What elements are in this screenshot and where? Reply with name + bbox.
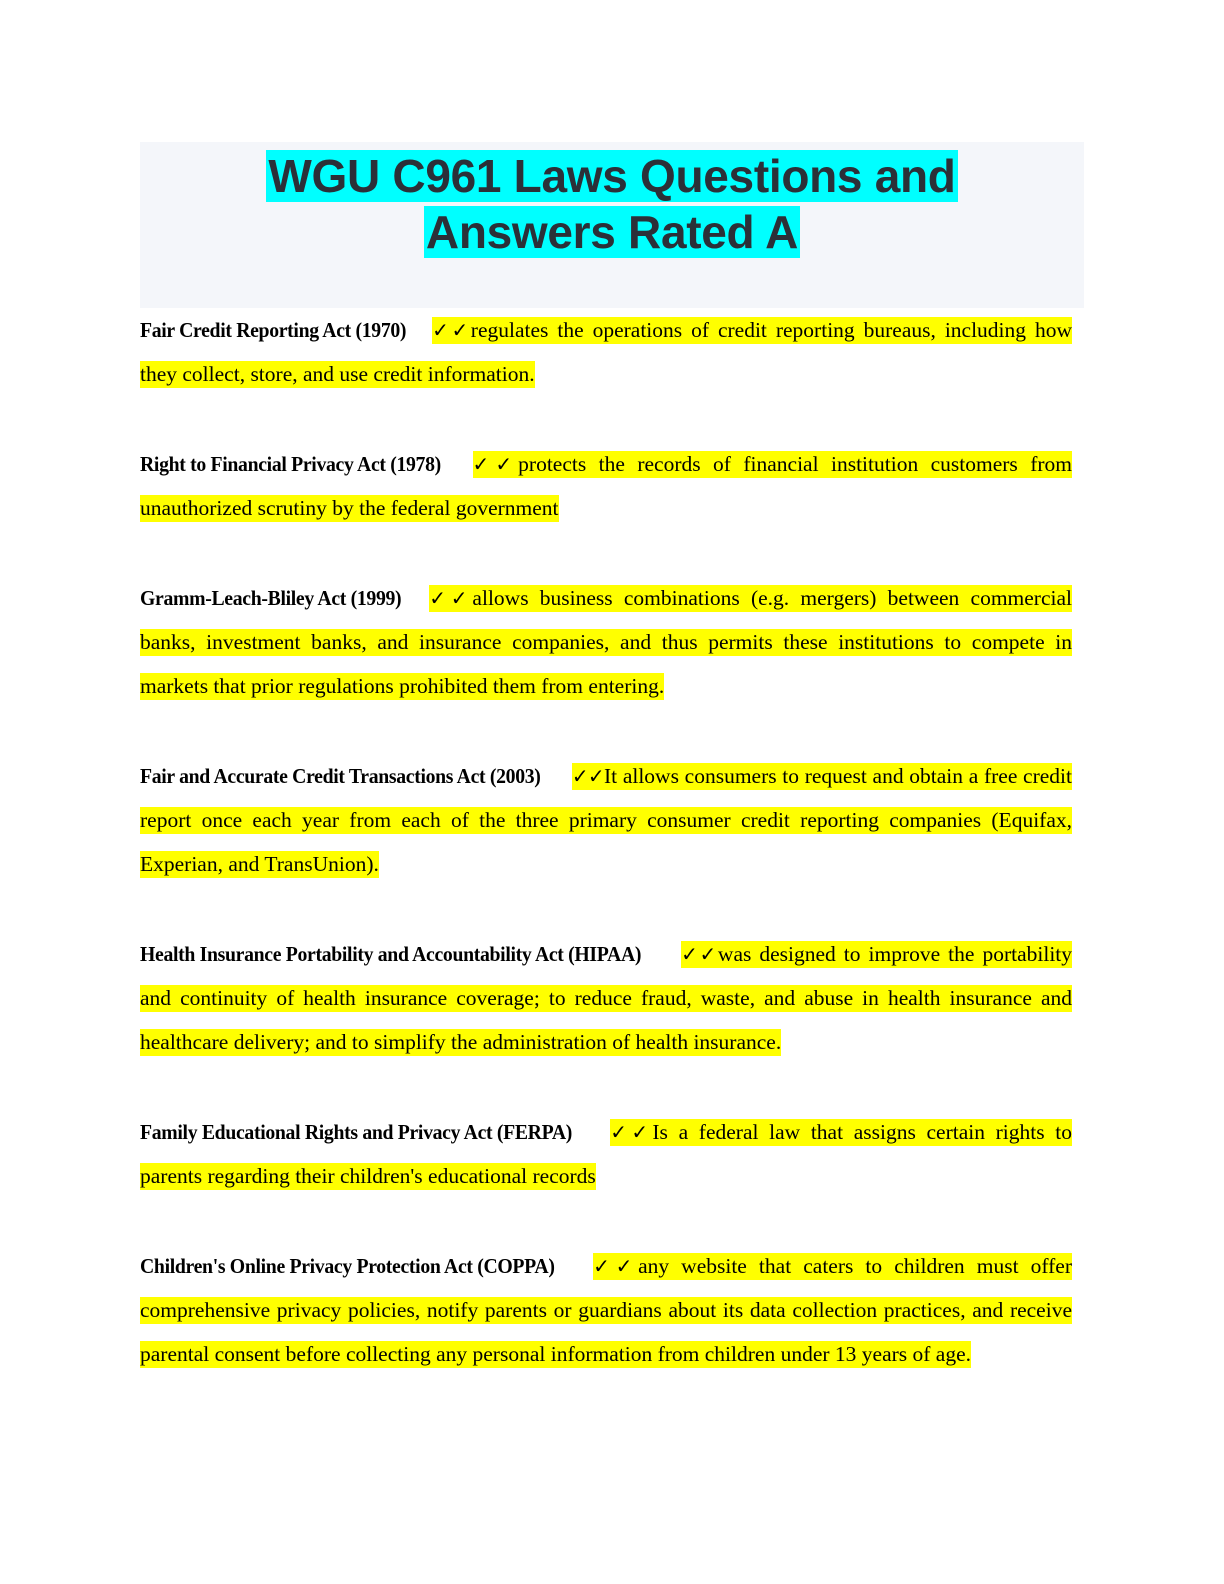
page-title-line-1: WGU C961 Laws Questions and xyxy=(268,150,956,202)
qa-entry-fair-and-accurate-credit-transactions-act xyxy=(140,754,1072,886)
qa-entry-hipaa xyxy=(140,932,1072,1064)
title-banner xyxy=(140,142,1084,308)
answer-text: any website that caters to children must offer comprehensive privacy policies, notify parents or guardians about its data collection practices, and receive parental consent before collecting any personal information from children under 13 years of age. xyxy=(140,1254,1073,1366)
qa-entry-right-to-financial-privacy-act xyxy=(140,442,1072,530)
term-label: Fair and Accurate Credit Transactions Act (2003) xyxy=(140,764,541,788)
double-check-icon: ✓✓ xyxy=(472,452,519,476)
qa-entry-coppa xyxy=(140,1244,1072,1376)
double-check-icon: ✓✓ xyxy=(610,1120,653,1144)
term-label: Health Insurance Portability and Accountability Act (HIPAA) xyxy=(140,942,642,966)
qa-list xyxy=(140,308,1072,1376)
answer-text: regulates the operations of credit reporting bureaus, including how they collect, store, and use credit information. xyxy=(140,318,1073,386)
page-title-line-2: Answers Rated A xyxy=(425,206,799,258)
double-check-icon: ✓✓ xyxy=(429,586,473,610)
answer-text: was designed to improve the portability and continuity of health insurance coverage; to reduce fraud, waste, and abuse in health insurance and healthcare delivery; and to simplify the administration of health insurance. xyxy=(140,942,1073,1054)
double-check-icon: ✓✓ xyxy=(571,764,604,788)
term-label: Gramm-Leach-Bliley Act (1999) xyxy=(140,586,402,610)
page-title xyxy=(140,148,1084,260)
term-label: Right to Financial Privacy Act (1978) xyxy=(140,452,441,476)
qa-entry-gramm-leach-bliley-act xyxy=(140,576,1072,708)
double-check-icon: ✓✓ xyxy=(593,1254,639,1278)
qa-entry-fair-credit-reporting-act xyxy=(140,308,1072,396)
answer-text: allows business combinations (e.g. mergers) between commercial banks, investment banks, and insurance companies, and thus permits these institutions to compete in markets that prior regulations prohibited them from entering. xyxy=(140,586,1072,698)
double-check-icon: ✓✓ xyxy=(681,942,718,966)
answer-text: protects the records of financial institution customers from unauthorized scrutiny by the federal government xyxy=(140,452,1073,520)
double-check-icon: ✓✓ xyxy=(432,318,471,342)
qa-entry-ferpa xyxy=(140,1110,1072,1198)
answer-text: It allows consumers to request and obtain a free credit report once each year from each of the three primary consumer credit reporting companies (Equifax, Experian, and TransUnion). xyxy=(140,764,1072,876)
term-label: Fair Credit Reporting Act (1970) xyxy=(140,318,407,342)
term-label: Family Educational Rights and Privacy Act (FERPA) xyxy=(140,1120,573,1144)
answer-text: Is a federal law that assigns certain rights to parents regarding their children's educational records xyxy=(140,1120,1073,1188)
term-label: Children's Online Privacy Protection Act (COPPA) xyxy=(140,1254,555,1278)
